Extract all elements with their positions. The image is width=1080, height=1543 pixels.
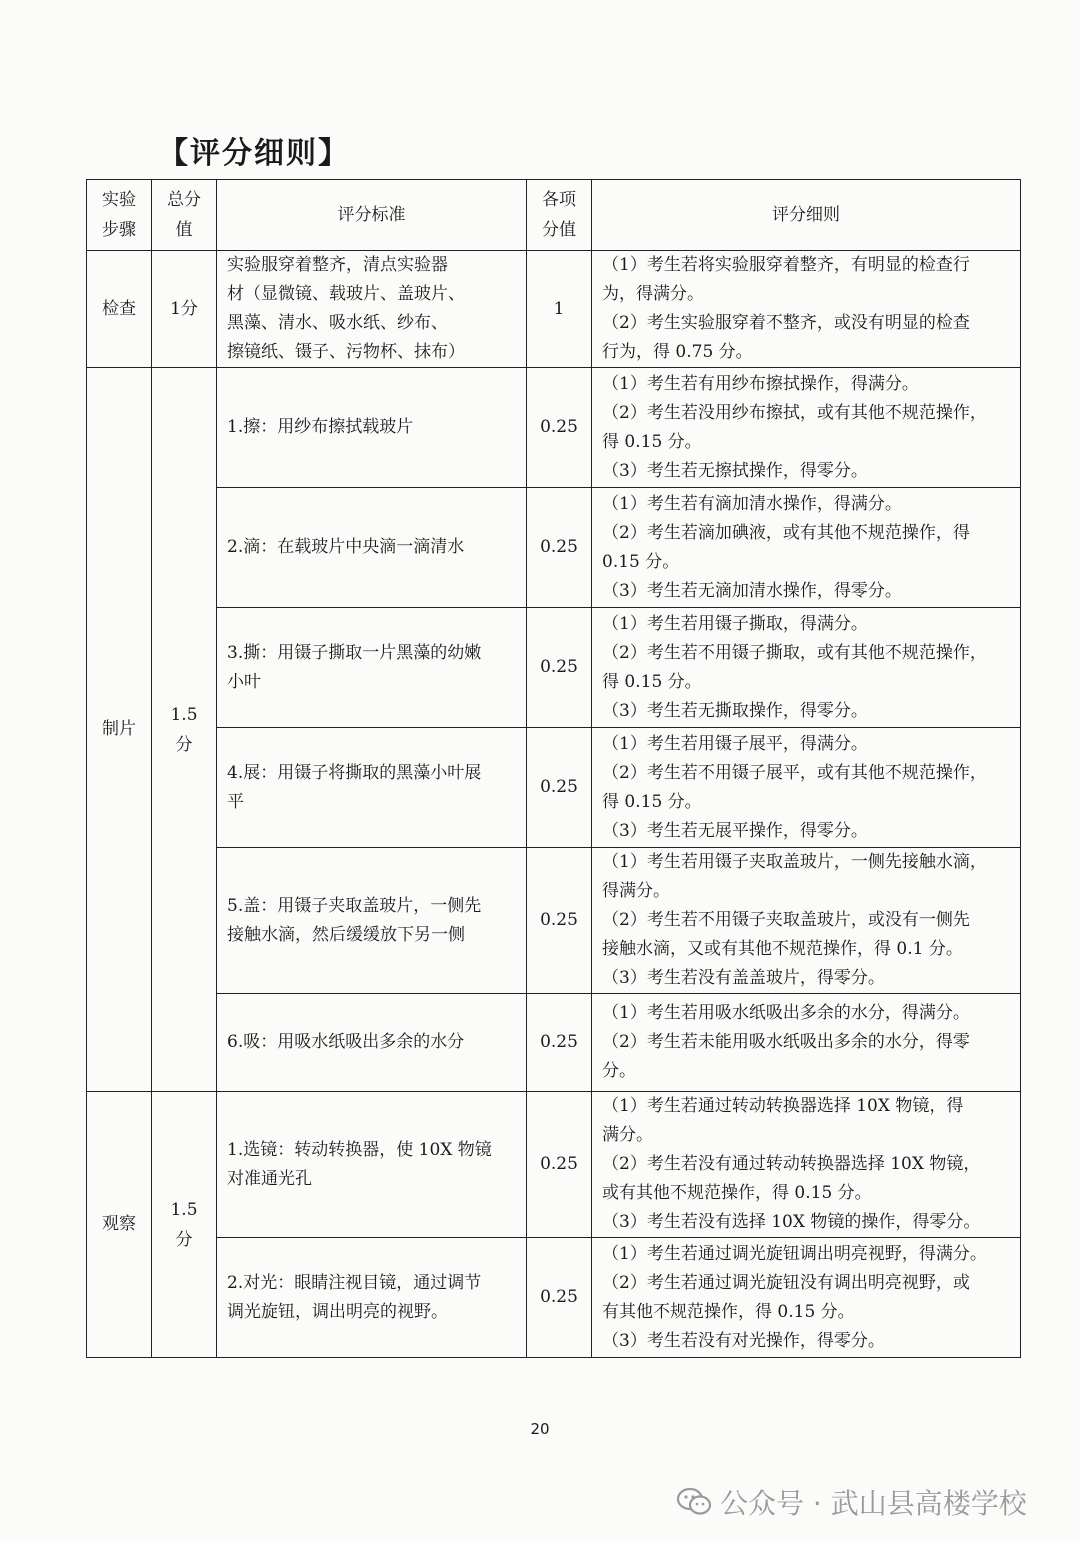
detail-line: 接触水滴，又或有其他不规范操作，得 0.1 分。 [602,939,963,959]
score-cell: 0.25 [527,848,592,994]
standard-cell [217,608,527,728]
standard-line: 4.展：用镊子将撕取的黑藻小叶展 [227,762,482,783]
detail-line: 为，得满分。 [602,284,704,304]
table-header-row [87,180,1021,251]
standard-cell [217,994,527,1092]
detail-line: 0.15 分。 [602,551,680,572]
step-cell: 观察 [87,1092,152,1358]
detail-line: （2）考生若滴加碘液，或有其他不规范操作，得 [602,522,970,543]
detail-cell [592,368,1021,488]
detail-cell [592,488,1021,608]
detail-line: （3）考生若没有选择 10X 物镜的操作，得零分。 [602,1212,981,1232]
detail-line: （3）考生若无擦拭操作，得零分。 [602,460,868,481]
standard-line: 1.选镜：转动转换器，使 10X 物镜 [227,1139,492,1160]
score-cell: 0.25 [527,1238,592,1358]
detail-cell [592,251,1021,368]
total-cell: 1.5 分 [152,1092,217,1358]
table-row [87,1238,1021,1358]
standard-line: 黑藻、清水、吸水纸、纱布、 [227,313,448,333]
detail-line: （3）考生若无滴加清水操作，得零分。 [602,580,902,601]
detail-line: 得 0.15 分。 [602,671,702,692]
total-cell: 1.5 分 [152,368,217,1092]
score-cell: 0.25 [527,608,592,728]
standard-cell [217,1238,527,1358]
detail-line: （1）考生若将实验服穿着整齐，有明显的检查行 [602,255,970,275]
standard-line: 3.撕：用镊子撕取一片黑藻的幼嫩 [227,642,482,663]
detail-line: 分。 [602,1061,636,1081]
standard-cell [217,251,527,368]
standard-line: 2.滴：在载玻片中央滴一滴清水 [227,537,465,557]
header-total: 总分值 [152,180,217,251]
detail-cell [592,1238,1021,1358]
watermark [676,1480,1027,1524]
detail-line: （1）考生若通过转动转换器选择 10X 物镜，得 [602,1096,964,1116]
detail-line: （2）考生实验服穿着不整齐，或没有明显的检查 [602,313,970,333]
detail-line: （1）考生若有用纱布擦拭操作，得满分。 [602,373,919,394]
detail-line: （1）考生若用镊子展平，得满分。 [602,733,868,754]
detail-line: （2）考生若没有通过转动转换器选择 10X 物镜， [602,1154,981,1174]
watermark-text: 公众号 · 武山县高楼学校 [720,1487,1027,1520]
total-cell: 1分 [152,251,217,368]
detail-line: 满分。 [602,1125,653,1145]
detail-line: （2）考生若不用镊子展平，或有其他不规范操作， [602,762,987,783]
header-step: 实验步骤 [87,180,152,251]
standard-line: 小叶 [227,671,261,692]
score-cell: 0.25 [527,488,592,608]
standard-line: 1.擦：用纱布擦拭载玻片 [227,417,414,437]
detail-line: 或有其他不规范操作，得 0.15 分。 [602,1183,872,1203]
table-row [87,728,1021,848]
detail-cell [592,608,1021,728]
detail-line: 得满分。 [602,881,670,901]
score-cell: 0.25 [527,1092,592,1238]
detail-line: （1）考生若有滴加清水操作，得满分。 [602,493,902,514]
detail-line: 有其他不规范操作，得 0.15 分。 [602,1301,855,1322]
standard-line: 材（显微镜、载玻片、盖玻片、 [227,284,465,304]
standard-line: 擦镜纸、镊子、污物杯、抹布） [227,342,465,362]
detail-cell [592,728,1021,848]
score-cell: 1 [527,251,592,368]
detail-line: （3）考生若没有盖盖玻片，得零分。 [602,968,885,988]
header-detail: 评分细则 [592,180,1021,251]
detail-line: 得 0.15 分。 [602,791,702,812]
header-item: 各项分值 [527,180,592,251]
table-row [87,368,1021,488]
detail-line: （1）考生若用镊子撕取，得满分。 [602,613,868,634]
score-cell: 0.25 [527,994,592,1092]
standard-line: 2.对光：眼睛注视目镜，通过调节 [227,1272,482,1293]
header-standard: 评分标准 [217,180,527,251]
table-row [87,848,1021,994]
detail-cell [592,1092,1021,1238]
detail-line: （3）考生若无展平操作，得零分。 [602,820,868,841]
detail-cell [592,994,1021,1092]
standard-line: 6.吸：用吸水纸吸出多余的水分 [227,1032,465,1052]
score-cell: 0.25 [527,368,592,488]
detail-line: （2）考生若不用镊子夹取盖玻片，或没有一侧先 [602,910,970,930]
detail-line: （1）考生若通过调光旋钮调出明亮视野，得满分。 [602,1243,987,1264]
table-row [87,994,1021,1092]
standard-line: 实验服穿着整齐，清点实验器 [227,255,448,275]
wechat-icon [676,1487,712,1517]
standard-line: 平 [227,791,244,812]
detail-line: （1）考生若用镊子夹取盖玻片，一侧先接触水滴， [602,852,987,872]
score-cell: 0.25 [527,728,592,848]
table-row [87,488,1021,608]
standard-line: 对准通光孔 [227,1168,312,1189]
standard-cell [217,728,527,848]
page-number: 20 [530,1420,550,1438]
table-row [87,1092,1021,1238]
detail-line: （2）考生若通过调光旋钮没有调出明亮视野，或 [602,1272,970,1293]
standard-line: 接触水滴，然后缓缓放下另一侧 [227,924,465,945]
detail-line: （3）考生若没有对光操作，得零分。 [602,1330,885,1351]
detail-line: 得 0.15 分。 [602,431,702,452]
step-cell: 检查 [87,251,152,368]
table-body [87,251,1021,1358]
standard-cell [217,848,527,994]
detail-line: （1）考生若用吸水纸吸出多余的水分，得满分。 [602,1003,970,1023]
standard-cell [217,1092,527,1238]
detail-line: （3）考生若无撕取操作，得零分。 [602,700,868,721]
scoring-table [86,179,1021,1358]
step-cell: 制片 [87,368,152,1092]
detail-cell [592,848,1021,994]
standard-cell [217,368,527,488]
detail-line: 行为，得 0.75 分。 [602,342,753,362]
table-row [87,608,1021,728]
detail-line: （2）考生若不用镊子撕取，或有其他不规范操作， [602,642,987,663]
standard-line: 5.盖：用镊子夹取盖玻片，一侧先 [227,895,482,916]
detail-line: （2）考生若未能用吸水纸吸出多余的水分，得零 [602,1032,970,1052]
standard-cell [217,488,527,608]
standard-line: 调光旋钮，调出明亮的视野。 [227,1301,448,1322]
page-title: 【评分细则】 [158,136,350,171]
table-row [87,251,1021,368]
detail-line: （2）考生若没用纱布擦拭，或有其他不规范操作， [602,402,987,423]
